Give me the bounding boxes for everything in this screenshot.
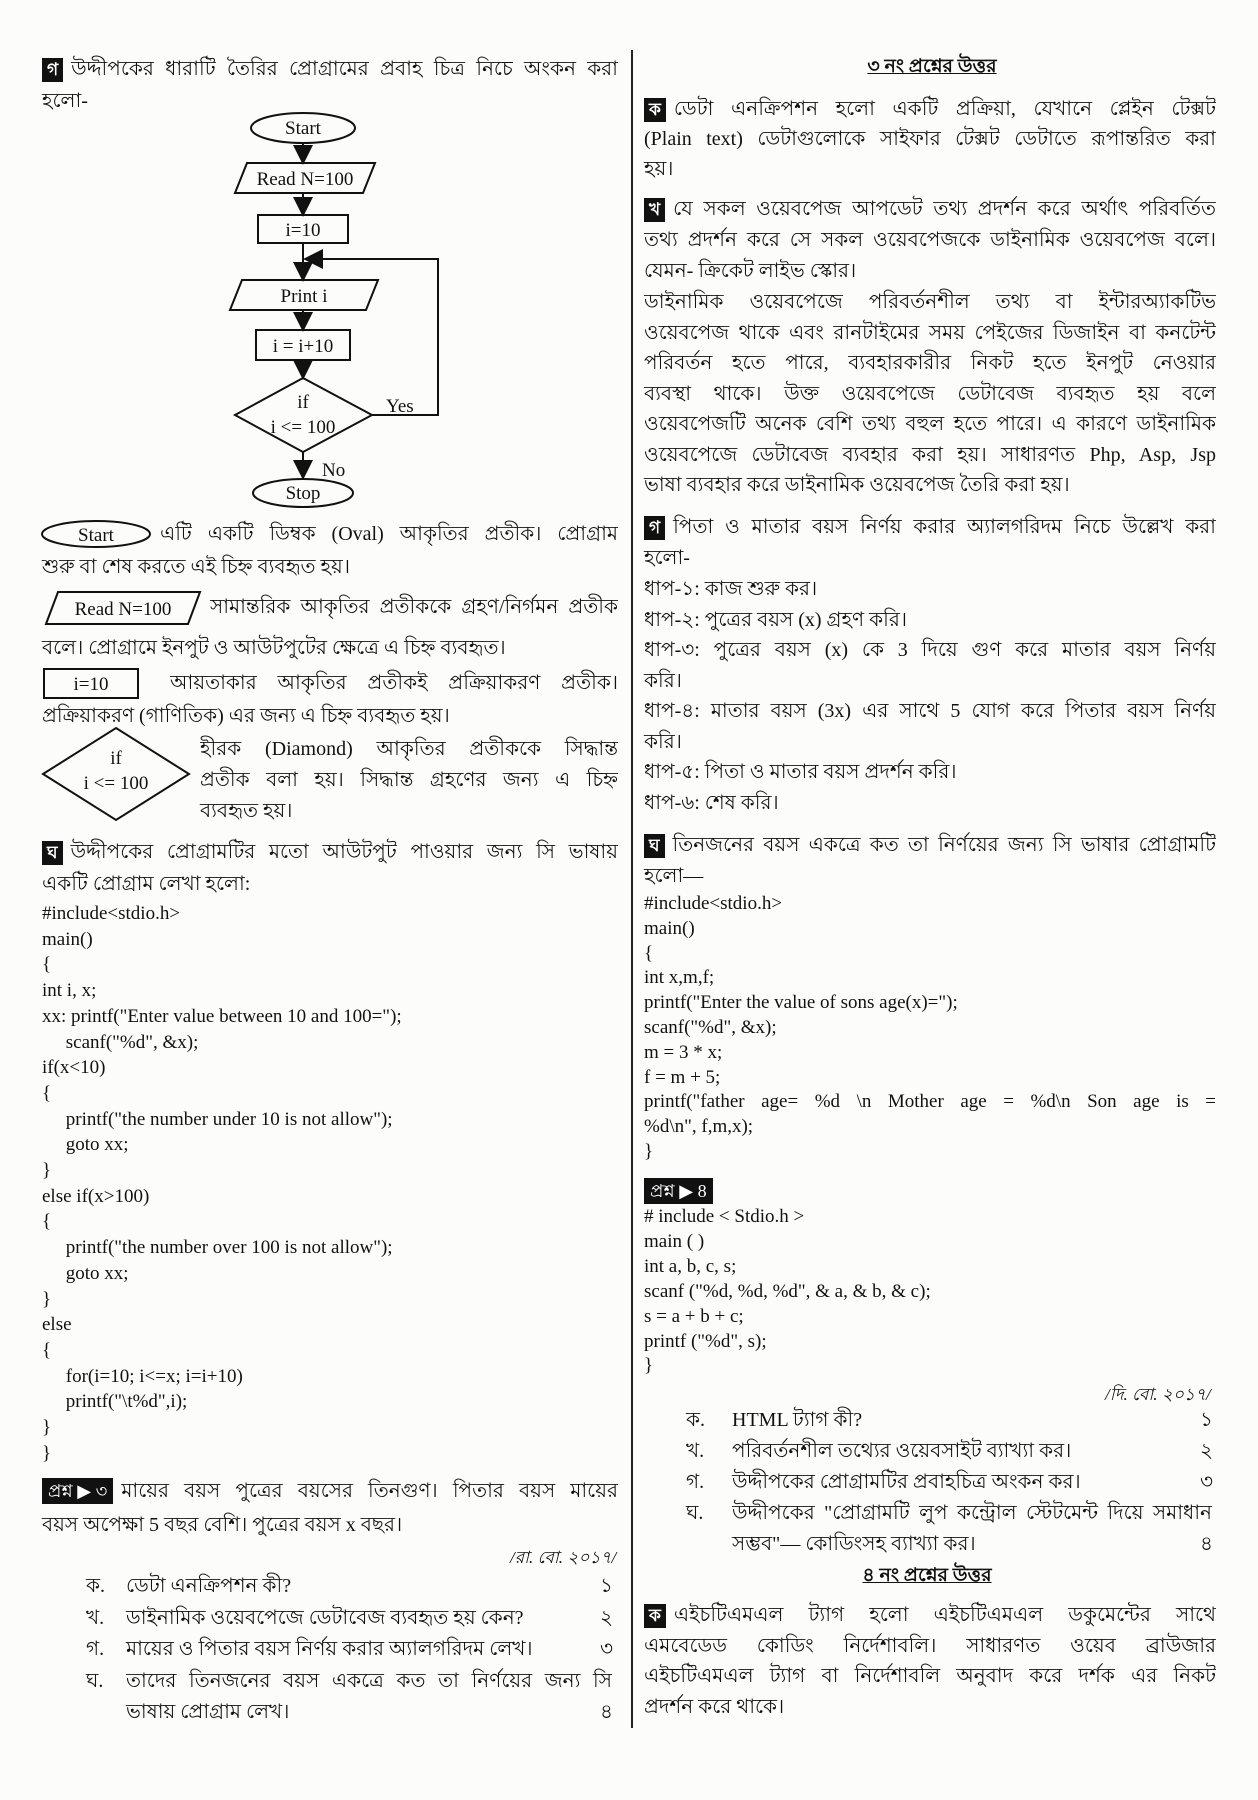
paragraph-line [644, 470, 1216, 500]
paragraph-line [644, 409, 1216, 439]
code-line: %d\n", f,m,x); [644, 1116, 754, 1138]
code-line: f = m + 5; [644, 1066, 721, 1088]
paragraph-line [42, 552, 618, 582]
paragraph-line [42, 1476, 618, 1506]
line-text: বলে। প্রোগ্রামে ইনপুট ও আউটপুটের ক্ষেত্রে এ চিহ্ন ব্যবহৃত। [42, 637, 506, 659]
code-line: int a, b, c, s; [644, 1255, 737, 1277]
code-line: main ( ) [644, 1230, 705, 1252]
symbol-oval-label: Start [78, 525, 114, 546]
answer-part-badge: ঘ [42, 841, 63, 865]
question-text: ডেটা এনক্রিপশন কী? [126, 1575, 292, 1597]
line-text: এটি একটি ডিম্বক (Oval) আকৃতির প্রতীক। প্রোগ্রাম [160, 523, 618, 545]
flow-read-label: Read N=100 [256, 169, 354, 190]
question-mark: ৪ [1200, 1533, 1213, 1555]
question-label: খ. [86, 1606, 105, 1629]
line-text: ধাপ-৩: পুত্রের বয়স (x) কে 3 দিয়ে গুণ করে মাতার বয়স নির্ণয় [644, 639, 1216, 661]
question-text: ভাষায় প্রোগ্রাম লেখ। [126, 1701, 290, 1723]
symbol-diamond-if: if [110, 748, 122, 769]
code-line: } [42, 1442, 52, 1464]
board-reference: /রা. বো. ২০১৭/ [510, 1548, 617, 1567]
code-line: { [42, 954, 52, 976]
paragraph-line [644, 124, 1216, 154]
paragraph-line [644, 256, 1216, 286]
code-line: if(x<10) [42, 1057, 106, 1079]
line-text: উদ্দীপকের ধারাটি তৈরির প্রোগ্রামের প্রবাহ চিত্র নিচে অংকন করা [71, 58, 618, 80]
question-mark: ২ [600, 1606, 614, 1629]
paragraph-line [644, 440, 1216, 470]
paragraph-line [644, 94, 1216, 124]
code-line: } [644, 1141, 654, 1162]
question-header [644, 1176, 721, 1206]
line-text: উদ্দীপকের প্রোগ্রামটির মতো আউটপুট পাওয়ার জন্য সি ভাষায় [70, 841, 618, 863]
paragraph-line [644, 1631, 1216, 1661]
code-line: { [644, 942, 654, 964]
question-label: ঘ. [686, 1502, 704, 1524]
line-text: প্রক্রিয়াকরণ (গাণিতিক) এর জন্য এ চিহ্ন ব্যবহৃত হয়। [42, 705, 450, 727]
paragraph-line [200, 796, 618, 826]
flow-print-label: Print i [280, 286, 328, 307]
question-label: ক. [686, 1409, 705, 1431]
flow-no-label: No [322, 460, 346, 481]
line-text: ধাপ-৫: পিতা ও মাতার বয়স প্রদর্শন করি। [644, 761, 957, 783]
question-number-badge: প্রশ্ন ▶ 8 [644, 1178, 713, 1204]
line-text: ধাপ-৬: শেষ করি। [644, 791, 779, 814]
code-line: # include < Stdio.h > [644, 1206, 805, 1227]
code-line: goto xx; [42, 1134, 129, 1156]
question-text: মায়ের ও পিতার বয়স নির্ণয় করার অ্যালগরিদম লেখ। [126, 1638, 533, 1660]
line-text: ধাপ-২: পুত্রের বয়স (x) গ্রহণ করি। [644, 608, 908, 631]
flow-decision-diamond [235, 378, 372, 452]
paragraph-line [42, 701, 618, 731]
question-mark: ১ [1200, 1409, 1213, 1431]
answer-part-badge: গ [644, 516, 665, 540]
line-text: যেমন- ক্রিকেট লাইভ স্কোর। [644, 260, 857, 282]
code-line: #include<stdio.h> [42, 903, 181, 924]
line-text: পিতা ও মাতার বয়স নির্ণয় করার অ্যালগরিদম নিচে উল্লেখ করা [673, 516, 1216, 538]
line-text: সামান্তরিক আকৃতির প্রতীককে গ্রহণ/নির্গমন প্রতীক [210, 596, 618, 618]
paragraph-line [160, 519, 618, 549]
algorithm-step [644, 574, 1216, 604]
question-text: পরিবর্তনশীল তথ্যের ওয়েবসাইট ব্যাখ্যা কর। [732, 1440, 1072, 1462]
line-text: এইচটিএমএল ট্যাগ হলো এইচটিএমএল ডকুমেন্টের সাথে [673, 1604, 1216, 1626]
line-text: করি। [644, 730, 682, 753]
code-line: for(i=10; i<=x; i=i+10) [42, 1365, 243, 1387]
line-text: এইচটিএমএল ট্যাগ বা নির্দেশাবলি অনুবাদ করে দর্শক এর নিকট [644, 1665, 1216, 1688]
symbol-diamond-expr: i <= 100 [83, 773, 149, 794]
question-text: সম্ভব"— কোডিংসহ ব্যাখ্যা কর। [732, 1533, 976, 1555]
flow-init-label: i=10 [285, 220, 321, 241]
question-mark: ২ [1200, 1440, 1214, 1462]
code-line: s = a + b + c; [644, 1305, 744, 1327]
line-text: তিনজনের বয়স একত্রে কত তা নির্ণয়ের জন্য সি ভাষার প্রোগ্রামটি [672, 834, 1216, 856]
line-text: ওয়েবপেজটি অনেক বেশি তথ্য বহুল হতে পারে। এ কারণে ডাইনামিক [644, 413, 1216, 435]
paragraph-line [42, 837, 618, 867]
code-line: scanf("%d", &x); [644, 1017, 777, 1038]
paragraph-line [42, 86, 618, 116]
code-line: printf("the number over 100 is not allow"); [42, 1237, 393, 1259]
code-line: goto xx; [42, 1262, 129, 1284]
line-text: হলো- [644, 547, 690, 569]
code-line: } [42, 1160, 52, 1181]
line-text: ডাইনামিক ওয়েবপেজে পরিবর্তনশীল তথ্য বা ইন্টারঅ্যাকটিভ [644, 291, 1216, 313]
paragraph-line [644, 348, 1216, 378]
paragraph-line [210, 592, 618, 622]
paragraph-line [644, 512, 1216, 542]
code-line: m = 3 * x; [644, 1041, 723, 1063]
line-text: ধাপ-৪: মাতার বয়স (3x) এর সাথে 5 যোগ করে পিতার বয়স নির্ণয় [644, 700, 1216, 722]
paragraph-line [644, 379, 1216, 409]
paragraph-line [644, 154, 1216, 184]
code-line: { [42, 1211, 52, 1233]
flow-decision-if: if [297, 392, 309, 413]
question-text: ডাইনামিক ওয়েবপেজে ডেটাবেজ ব্যবহৃত হয় কেন? [126, 1606, 524, 1629]
answer-part-badge: গ [42, 58, 63, 82]
line-text: হীরক (Diamond) আকৃতির প্রতীককে সিদ্ধান্ত [200, 738, 618, 760]
question-text: তাদের তিনজনের বয়স একত্রে কত তা নির্ণয়ের জন্য সি [126, 1669, 612, 1692]
paragraph-line [644, 225, 1216, 255]
line-text: ব্যবস্থা থাকে। উক্ত ওয়েবপেজে ডেটাবেজ ব্যবহৃত হয় বলে [644, 382, 1216, 405]
line-text: একটি প্রোগ্রাম লেখা হলো: [42, 873, 251, 895]
symbol-rectangle-label: i=10 [73, 674, 109, 695]
code-line: main() [644, 917, 695, 939]
question-text: উদ্দীপকের প্রোগ্রামটির প্রবাহচিত্র অংকন কর। [732, 1471, 1081, 1493]
code-line: int x,m,f; [644, 967, 715, 989]
line-text: বয়স অপেক্ষা 5 বছর বেশি। পুত্রের বয়স x বছর। [42, 1514, 403, 1536]
code-line: printf("father age= %d \n Mother age = %d\n Son age is = [644, 1091, 1216, 1113]
question-text: HTML ট্যাগ কী? [732, 1409, 863, 1431]
code-line: scanf("%d", &x); [42, 1031, 199, 1053]
algorithm-step [644, 666, 1216, 696]
code-line: printf ("%d", s); [644, 1330, 767, 1352]
code-line: } [42, 1417, 52, 1438]
code-line: printf("Enter the value of sons age(x)="); [644, 992, 958, 1014]
paragraph-line [170, 668, 618, 698]
answer-4-heading: ৪ নং প্রশ্নের উত্তর [862, 1565, 992, 1586]
code-line: printf("\t%d",i); [42, 1391, 188, 1413]
line-text: প্রতীক বলা হয়। সিদ্ধান্ত গ্রহণের জন্য এ চিহ্ন [200, 769, 618, 791]
line-text: (Plain text) ডেটাগুলোকে সাইফার টেক্সট ডেটাতে রূপান্তরিত করা [644, 128, 1216, 150]
line-text: হয়। [644, 158, 674, 180]
answer-part-badge: ক [644, 1604, 666, 1628]
flow-incr-label: i = i+10 [272, 336, 334, 357]
code-line: scanf ("%d, %d, %d", & a, & b, & c); [644, 1280, 931, 1302]
line-text: মায়ের বয়স পুত্রের বয়সের তিনগুণ। পিতার বয়স মায়ের [121, 1480, 618, 1502]
line-text: হলো- [42, 90, 88, 112]
paragraph-line [644, 1692, 1216, 1722]
symbol-parallelogram-label: Read N=100 [74, 599, 172, 620]
code-line: else [42, 1314, 72, 1336]
paragraph-line [200, 734, 618, 764]
flow-stop-label: Stop [285, 483, 321, 504]
algorithm-step [644, 757, 1216, 787]
question-label: ক. [86, 1575, 105, 1597]
code-line: } [644, 1355, 654, 1377]
line-text: ধাপ-১: কাজ শুরু কর। [644, 578, 818, 600]
question-label: গ. [86, 1638, 105, 1660]
question-label: খ. [686, 1440, 705, 1462]
line-text: আয়তাকার আকৃতির প্রতীকই প্রক্রিয়াকরণ প্রতীক। [170, 672, 618, 694]
paragraph-line [644, 1600, 1216, 1630]
code-line: int i, x; [42, 980, 97, 1002]
algorithm-step [644, 605, 1216, 635]
flow-yes-label: Yes [386, 396, 414, 417]
flow-start-label: Start [285, 118, 321, 139]
paragraph-line [644, 861, 1216, 891]
algorithm-step [644, 788, 1216, 818]
code-line: { [42, 1339, 52, 1361]
code-line: printf("the number under 10 is not allow"); [42, 1108, 393, 1130]
answer-part-badge: ক [644, 98, 666, 122]
answer-part-badge: খ [644, 198, 665, 222]
line-text: পরিবর্তন হতে পারে, ব্যবহারকারীর নিকট হতে ইনপুট নেওয়ার [644, 352, 1216, 374]
algorithm-step [644, 727, 1216, 757]
question-mark: ৩ [1200, 1471, 1214, 1493]
paragraph-line [644, 194, 1216, 224]
question-mark: ১ [600, 1575, 613, 1597]
line-text: হলো— [644, 865, 704, 887]
question-text: উদ্দীপকের "প্রোগ্রামটি লুপ কন্ট্রোল স্টেটমেন্ট দিয়ে সমাধান [732, 1502, 1212, 1524]
line-text: এমবেডেড কোডিং নির্দেশাবলি। সাধারণত ওয়েব ব্রাউজার [644, 1634, 1216, 1657]
algorithm-step [644, 635, 1216, 665]
line-text: প্রদর্শন করে থাকে। [644, 1696, 785, 1719]
paragraph-line [644, 318, 1216, 348]
question-label: ঘ. [86, 1669, 104, 1692]
paragraph-line [42, 54, 618, 84]
code-line: } [42, 1288, 52, 1310]
paragraph-line [644, 830, 1216, 860]
code-line: #include<stdio.h> [644, 893, 783, 914]
paragraph-line [42, 633, 618, 663]
question-label: গ. [686, 1471, 705, 1493]
line-text: ডেটা এনক্রিপশন হলো একটি প্রক্রিয়া, যেখানে প্লেইন টেক্সট [673, 98, 1216, 120]
question-mark: ৩ [600, 1638, 614, 1660]
line-text: ভাষা ব্যবহার করে ডাইনামিক ওয়েবপেজ তৈরি করা হয়। [644, 474, 1070, 496]
answer-part-badge: ঘ [644, 834, 665, 858]
code-line: else if(x>100) [42, 1185, 150, 1207]
paragraph-line [42, 869, 618, 899]
flow-decision-expr: i <= 100 [270, 417, 336, 438]
line-text: ব্যবহৃত হয়। [200, 800, 293, 822]
line-text: ওয়েবপেজে ডেটাবেজ ব্যবহার করা হয়। সাধারণত Php, Asp, Jsp [644, 443, 1216, 466]
algorithm-step [644, 696, 1216, 726]
question-mark: ৪ [600, 1701, 613, 1723]
code-line: main() [42, 928, 93, 950]
paragraph-line [644, 543, 1216, 573]
line-text: তথ্য প্রদর্শন করে সে সকল ওয়েবপেজকে ডাইনামিক ওয়েবপেজ বলে। [644, 229, 1216, 251]
board-reference: /দি. বো. ২০১৭/ [1105, 1385, 1211, 1404]
code-line: xx: printf("Enter value between 10 and 100="); [42, 1005, 402, 1027]
line-text: শুরু বা শেষ করতে এই চিহ্ন ব্যবহৃত হয়। [42, 556, 350, 578]
line-text: যে সকল ওয়েবপেজ আপডেট তথ্য প্রদর্শন করে অর্থাৎ পরিবর্তিত [673, 198, 1216, 220]
paragraph-line [644, 1661, 1216, 1691]
paragraph-line [200, 765, 618, 795]
line-text: করি। [644, 669, 682, 692]
question-number-badge: প্রশ্ন ▶ ৩ [42, 1478, 113, 1504]
answer-3-heading: ৩ নং প্রশ্নের উত্তর [867, 56, 997, 77]
code-line: { [42, 1082, 52, 1104]
paragraph-line [42, 1510, 618, 1540]
paragraph-line [644, 287, 1216, 317]
line-text: ওয়েবপেজ থাকে এবং রানটাইমের সময় পেইজের ডিজাইন বা কনটেন্ট [644, 321, 1216, 344]
